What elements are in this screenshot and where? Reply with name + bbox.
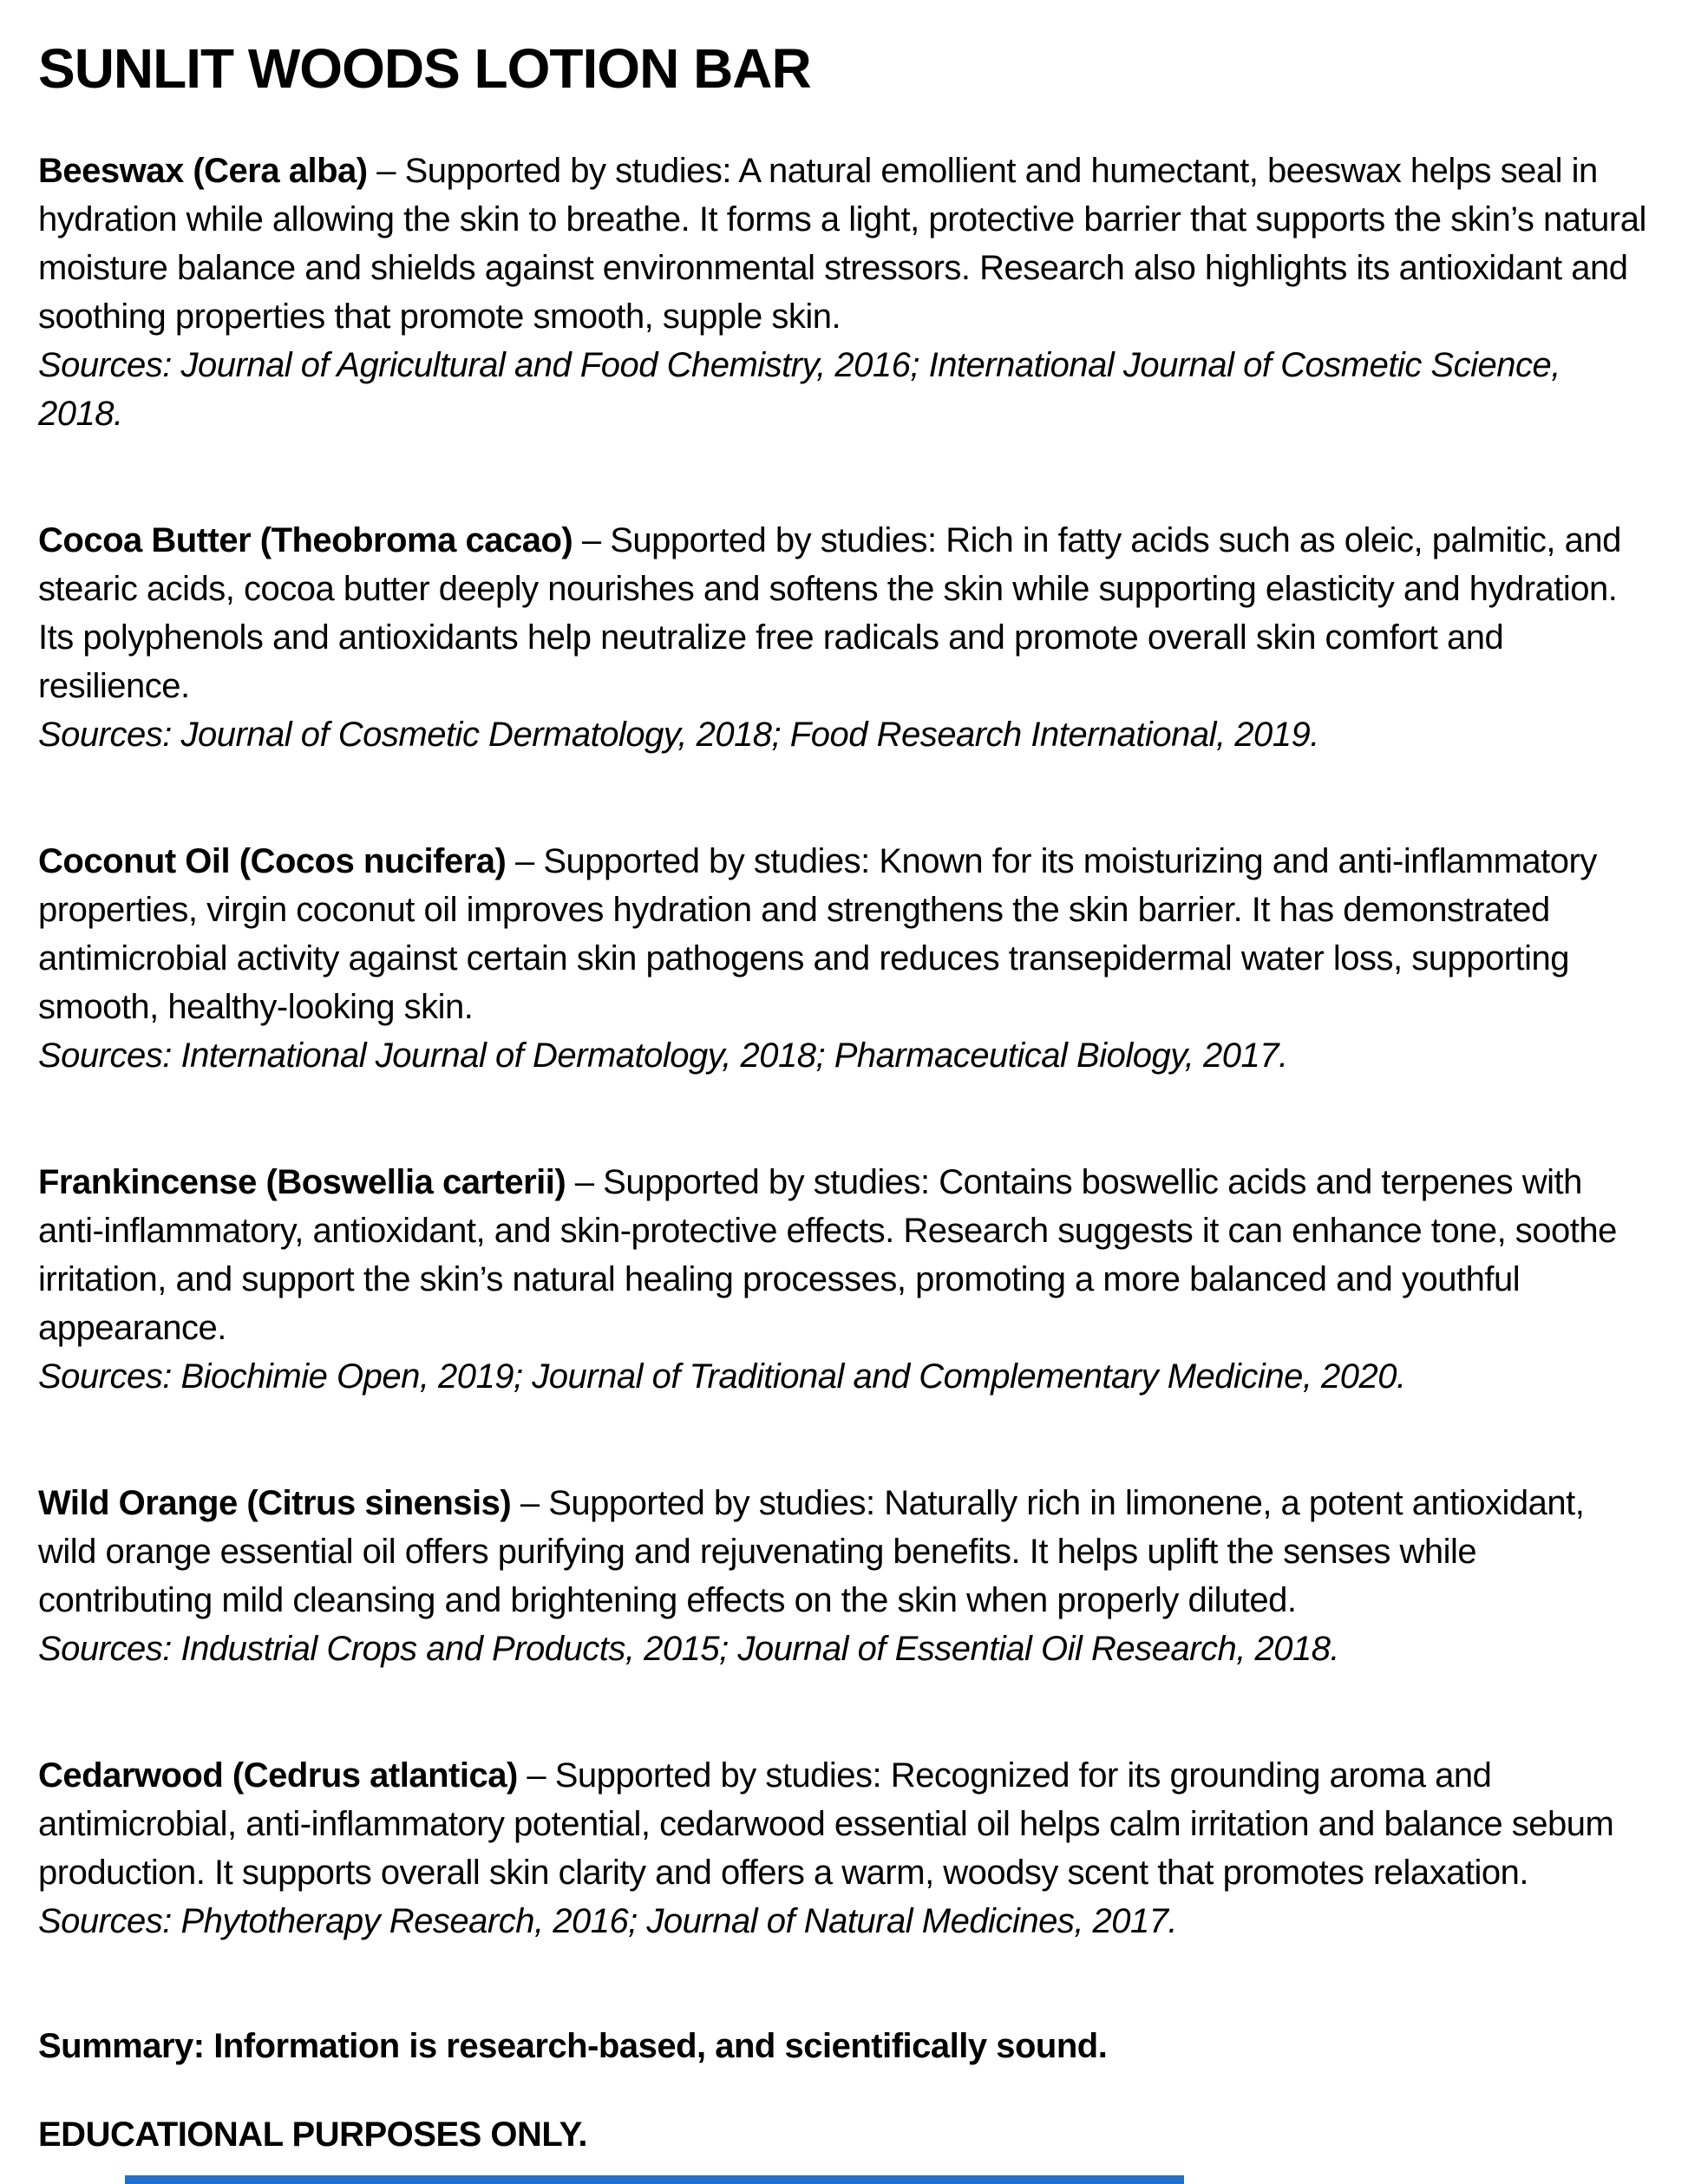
disclaimer-line: EDUCATIONAL PURPOSES ONLY.: [38, 2115, 588, 2155]
ingredient-paragraph: [38, 516, 1650, 710]
ingredient-description: – Supported by studies: Naturally rich in limonene, a potent antioxidant, wild orange essential oil offers purifying and rejuvenating benefits. It helps uplift the senses while contributing mild cleansing and brightening effects on the skin when properly diluted.: [38, 1484, 1585, 1620]
ingredient-paragraph: [38, 147, 1650, 341]
ingredient-name: Beeswax (Cera alba): [38, 152, 368, 191]
ingredient-paragraph: [38, 1158, 1650, 1352]
ingredient-section-frankincense: [38, 1158, 1650, 1401]
sources-line: Sources: Journal of Cosmetic Dermatology, 2018; Food Research International, 2019.: [38, 716, 1319, 755]
ingredient-description: – Supported by studies: A natural emollient and humectant, beeswax helps seal in hydration while allowing the skin to breathe. It forms a light, protective barrier that supports the skin’s natural moisture balance and shields against environmental stressors. Research also highlights its antioxidant and soothing properties that promote smooth, supple skin.: [38, 152, 1646, 337]
ingredient-section-wild-orange: [38, 1479, 1650, 1673]
ingredient-name: Coconut Oil (Cocos nucifera): [38, 842, 507, 881]
ingredient-paragraph: [38, 837, 1650, 1031]
ingredient-description: – Supported by studies: Known for its moisturizing and anti-inflammatory properties, virgin coconut oil improves hydration and strengthens the skin barrier. It has demonstrated antimicrobial activity against certain skin pathogens and reduces transepidermal water loss, supporting smooth, healthy-looking skin.: [38, 842, 1597, 1027]
summary-line: Summary: Information is research-based, and scientifically sound.: [38, 2027, 1108, 2066]
page-title: SUNLIT WOODS LOTION BAR: [38, 37, 811, 100]
ingredient-name: Cocoa Butter (Theobroma cacao): [38, 521, 573, 560]
ingredient-section-coconut-oil: [38, 837, 1650, 1080]
ingredient-description: – Supported by studies: Contains boswellic acids and terpenes with anti-inflammatory, antioxidant, and skin-protective effects. Research suggests it can enhance tone, soothe irritation, and support the skin’s natural healing processes, promoting a more balanced and youthful appearance.: [38, 1163, 1617, 1348]
ingredient-name: Frankincense (Boswellia carterii): [38, 1163, 566, 1202]
ingredient-section-beeswax: [38, 147, 1650, 438]
ingredient-description: – Supported by studies: Rich in fatty acids such as oleic, palmitic, and stearic acids, cocoa butter deeply nourishes and softens the skin while supporting elasticity and hydration. Its polyphenols and antioxidants help neutralize free radicals and promote overall skin comfort and resilience.: [38, 521, 1621, 706]
sources-line: Sources: Biochimie Open, 2019; Journal of Traditional and Complementary Medicine, 2020.: [38, 1357, 1406, 1396]
sources-line: Sources: International Journal of Dermatology, 2018; Pharmaceutical Biology, 2017.: [38, 1036, 1288, 1076]
ingredient-paragraph: [38, 1751, 1650, 1897]
ingredient-description: – Supported by studies: Recognized for its grounding aroma and antimicrobial, anti-inflammatory potential, cedarwood essential oil helps calm irritation and balance sebum production. It supports overall skin clarity and offers a warm, woodsy scent that promotes relaxation.: [38, 1756, 1614, 1893]
sources-line: Sources: Industrial Crops and Products, 2015; Journal of Essential Oil Research, 2018.: [38, 1630, 1340, 1669]
ingredient-section-cedarwood: [38, 1751, 1650, 1945]
sources-line: Sources: Phytotherapy Research, 2016; Journal of Natural Medicines, 2017.: [38, 1902, 1178, 1941]
ingredient-section-cocoa-butter: [38, 516, 1650, 759]
sources-line: Sources: Journal of Agricultural and Food Chemistry, 2016; International Journal of Cosmetic Science, 2018.: [38, 346, 1560, 434]
ingredient-name: Wild Orange (Citrus sinensis): [38, 1484, 512, 1523]
horizontal-scrollbar-thumb[interactable]: [125, 2175, 1184, 2184]
ingredient-name: Cedarwood (Cedrus atlantica): [38, 1756, 518, 1795]
ingredient-paragraph: [38, 1479, 1650, 1625]
